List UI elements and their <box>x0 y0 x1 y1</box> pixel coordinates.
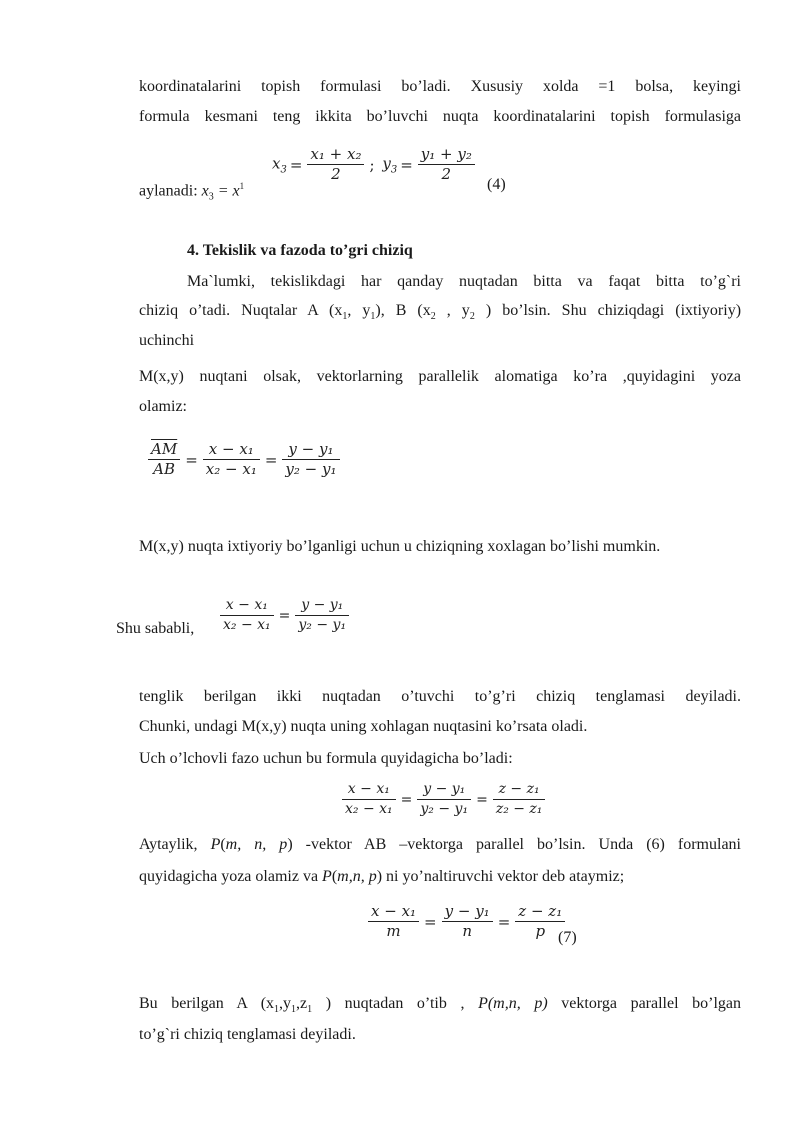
formula-canonical-line: $\frac{\text{x − x₁}}{m}$ = $\frac{\text{y − y₁}}{n}$ = $\frac{\text{z − z₁}}{p}$ <box>366 902 567 941</box>
formula-line-2d: $\frac{\text{x − x₁}}{\text{x₂ − x₁}}$ = $\frac{\text{y − y₁}}{\text{y₂ − y₁}}$ <box>218 596 351 635</box>
paragraph-line: koordinatalarini topish formulasi bo’ladi. Xususiy xolda =1 bolsa, keyingi <box>139 78 741 95</box>
paragraph-line: Shu sababli, <box>116 620 195 637</box>
paragraph-line: olamiz: <box>139 398 187 415</box>
paragraph-line: tenglik berilgan ikki nuqtadan o’tuvchi to’g’ri chiziq tenglamasi deyiladi. <box>139 688 741 705</box>
equation-number: (4) <box>487 176 506 193</box>
paragraph-line: aylanadi: $x_3 = x^1$ <box>139 181 245 203</box>
formula-midpoint: $x_3$ = $\frac{\text{x₁ + x₂}}{2}$ ; $y_3$ = $\frac{\text{y₁ + y₂}}{2}$ <box>272 145 477 184</box>
paragraph-line: Ma`lumki, tekislikdagi har qanday nuqtadan bitta va faqat bitta to’g`ri <box>187 273 741 290</box>
equation-number: (7) <box>558 929 577 946</box>
paragraph-line: Chunki, undagi M(x,y) nuqta uning xohlagan nuqtasini ko’rsata oladi. <box>139 718 588 735</box>
paragraph-line: chiziq o’tadi. Nuqtalar A ($x_1$, $y_1$), B ($x_2$ , $y_2$ ) bo’lsin. Shu chiziqdagi (ixtiyoriy) <box>139 302 742 323</box>
paragraph-line: formula kesmani teng ikkita bo’luvchi nuqta koordinatalarini topish formulasiga <box>139 108 741 125</box>
section-heading: 4. Tekislik va fazoda to’gri chiziq <box>187 242 413 259</box>
paragraph-line: quyidagicha yoza olamiz va P(m,n, p) ni yo’naltiruvchi vektor deb ataymiz; <box>139 868 625 885</box>
paragraph-line: to’g`ri chiziq tenglamasi deyiladi. <box>139 1026 356 1043</box>
paragraph-line: Aytaylik, P(m, n, p) -vektor AB –vektorga parallel bo’lsin. Unda (6) formulani <box>139 836 741 853</box>
paragraph-line: M(x,y) nuqta ixtiyoriy bo’lganligi uchun u chiziqning xoxlagan bo’lishi mumkin. <box>139 538 661 555</box>
formula-vector-ratio: $\frac{\overline{AM}}{AB}$ = $\frac{\text{x − x₁}}{\text{x₂ − x₁}}$ = $\frac{\text{y − y₁}}{\text{y₂ − y₁}}$ <box>146 440 342 479</box>
paragraph-line: M(x,y) nuqtani olsak, vektorlarning parallelik alomatiga ko’ra ,quyidagini yoza <box>139 368 741 385</box>
formula-line-3d: $\frac{\text{x − x₁}}{\text{x₂ − x₁}}$ = $\frac{\text{y − y₁}}{\text{y₂ − y₁}}$ = $\frac{\text{z − z₁}}{\text{z₂ − z₁}}$ <box>340 780 547 819</box>
paragraph-line: Bu berilgan A ($x_1,y_1,z_1$ ) nuqtadan o’tib , P(m,n, p) vektorga parallel bo’lgan <box>139 995 742 1016</box>
paragraph-line: uchinchi <box>139 332 195 349</box>
paragraph-line: Uch o’lchovli fazo uchun bu formula quyidagicha bo’ladi: <box>139 750 513 767</box>
